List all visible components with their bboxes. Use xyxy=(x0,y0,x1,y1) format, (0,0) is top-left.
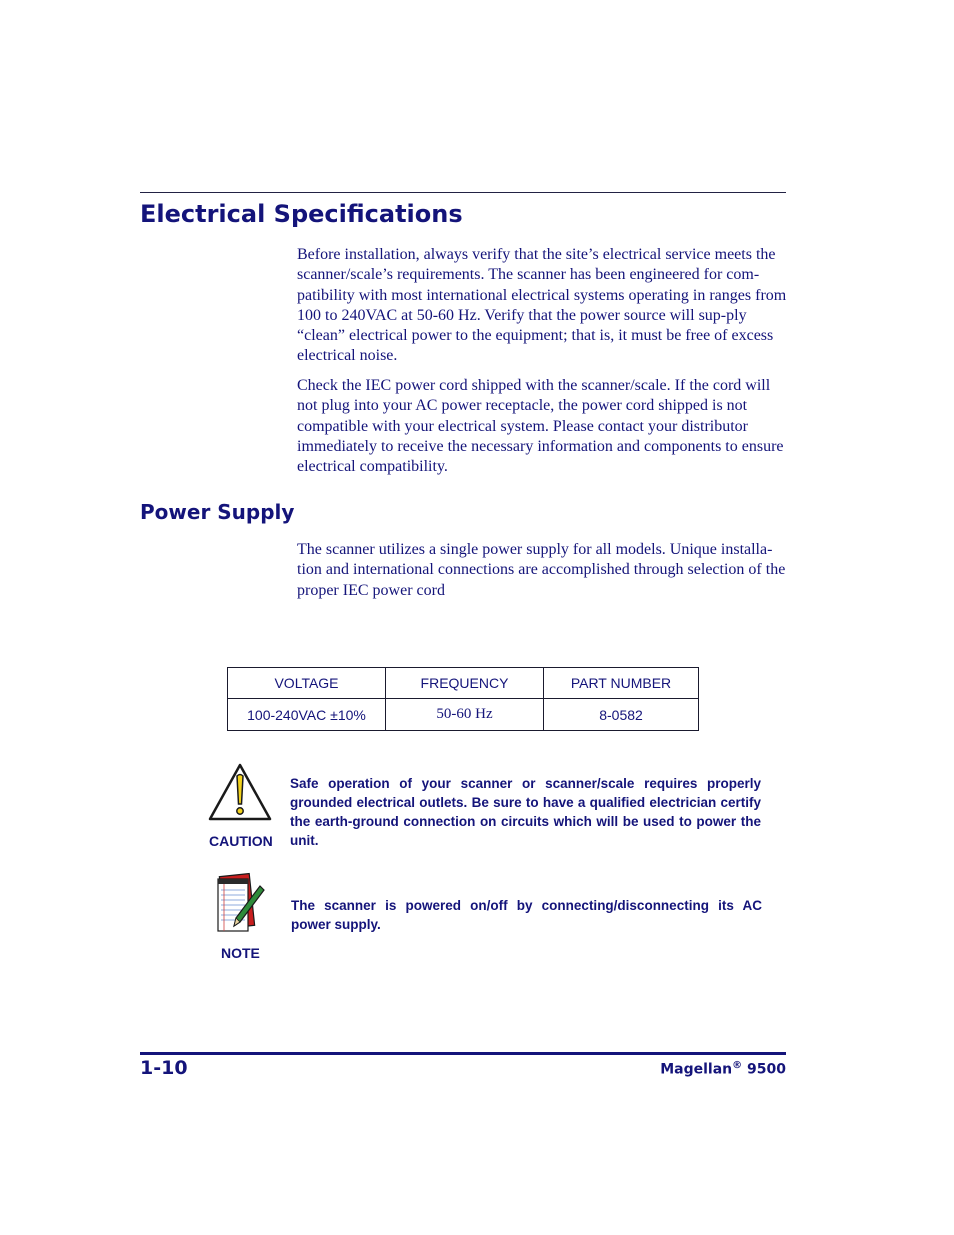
header-frequency: FREQUENCY xyxy=(386,668,544,699)
header-rule xyxy=(140,192,786,193)
table-row xyxy=(228,699,699,731)
registered-mark: ® xyxy=(732,1060,743,1071)
product-name xyxy=(660,1060,786,1078)
caution-text: Safe operation of your scanner or scanner/scale requires properly grounded electrical outlets. Be sure to have a qualified electrician certify the earth-ground connection on circuits which will be used to power the unit. xyxy=(290,776,761,848)
footer-rule xyxy=(140,1052,786,1055)
product-brand: Magellan xyxy=(660,1061,733,1078)
note-text: The scanner is powered on/off by connecting/disconnecting its AC power supply. xyxy=(291,898,762,932)
subsection-title: Power Supply xyxy=(140,500,295,524)
product-model: 9500 xyxy=(747,1061,786,1078)
header-voltage: VOLTAGE xyxy=(228,668,386,699)
power-spec-table xyxy=(227,667,699,731)
caution-label: CAUTION xyxy=(209,833,273,849)
table-header-row xyxy=(228,668,699,699)
section-title: Electrical Specifications xyxy=(140,200,463,228)
cell-part-number: 8-0582 xyxy=(544,699,699,731)
notepad-pen-icon xyxy=(212,872,266,934)
cell-voltage: 100-240VAC ±10% xyxy=(228,699,386,731)
intro-paragraph: Before installation, always verify that the site’s electrical service meets the scanner/scale’s requirements. The scanner has been engineered for com-patibility with most international electrical systems operating in ranges from 100 to 240VAC at 50-60 Hz. Verify that the power source will sup-ply “clean” electrical power to the equipment; that is, it must be free of excess electrical noise. xyxy=(297,246,787,365)
cell-frequency: 50-60 Hz xyxy=(386,699,544,731)
page-number: 1-10 xyxy=(140,1057,188,1079)
note-label: NOTE xyxy=(221,945,260,961)
header-part-number: PART NUMBER xyxy=(544,668,699,699)
power-cord-paragraph: Check the IEC power cord shipped with the scanner/scale. If the cord will not plug into your AC power receptacle, the power cord shipped is not compatible with your electrical system. Please contact your distributor immediately to receive the necessary information and components to ensure electrical compatibility. xyxy=(297,377,784,476)
power-supply-paragraph: The scanner utilizes a single power supply for all models. Unique installa-tion and international connections are accomplished through selection of the proper IEC power cord xyxy=(297,541,786,599)
warning-triangle-icon xyxy=(207,762,273,822)
